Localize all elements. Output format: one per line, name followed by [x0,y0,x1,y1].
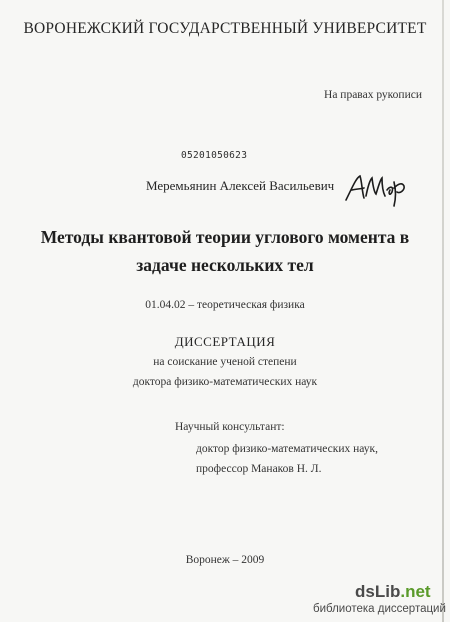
page-edge-shadow [442,0,444,622]
author-signature [342,168,412,208]
consultant-label: Научный консультант: [175,421,285,433]
watermark-logo [355,582,431,602]
dissertation-label: ДИССЕРТАЦИЯ [174,334,276,349]
author-name: Меремьянин Алексей Васильевич [146,178,335,193]
watermark-site-domain: .net [400,582,431,601]
title-line-2: задаче нескольких тел [136,255,314,275]
degree-line-1: на соискание ученой степени [153,356,297,368]
watermark-site-name: dsLib [355,582,401,601]
title-line-1: Методы квантовой теории углового момента в [40,227,410,247]
university-name: ВОРОНЕЖСКИЙ ГОСУДАРСТВЕННЫЙ УНИВЕРСИТЕТ [23,20,427,37]
consultant-name: профессор Манаков Н. Л. [196,463,322,475]
degree-line-2: доктора физико-математических наук [132,376,318,388]
manuscript-rights-note: На правах рукописи [324,89,422,101]
place-and-year: Воронеж – 2009 [185,554,265,566]
consultant-degree: доктор физико-математических наук, [196,443,379,455]
archive-number: 05201050623 [181,150,248,161]
watermark-subtitle: библиотека диссертаций [313,603,446,615]
specialty-code: 01.04.02 – теоретическая физика [145,299,305,311]
